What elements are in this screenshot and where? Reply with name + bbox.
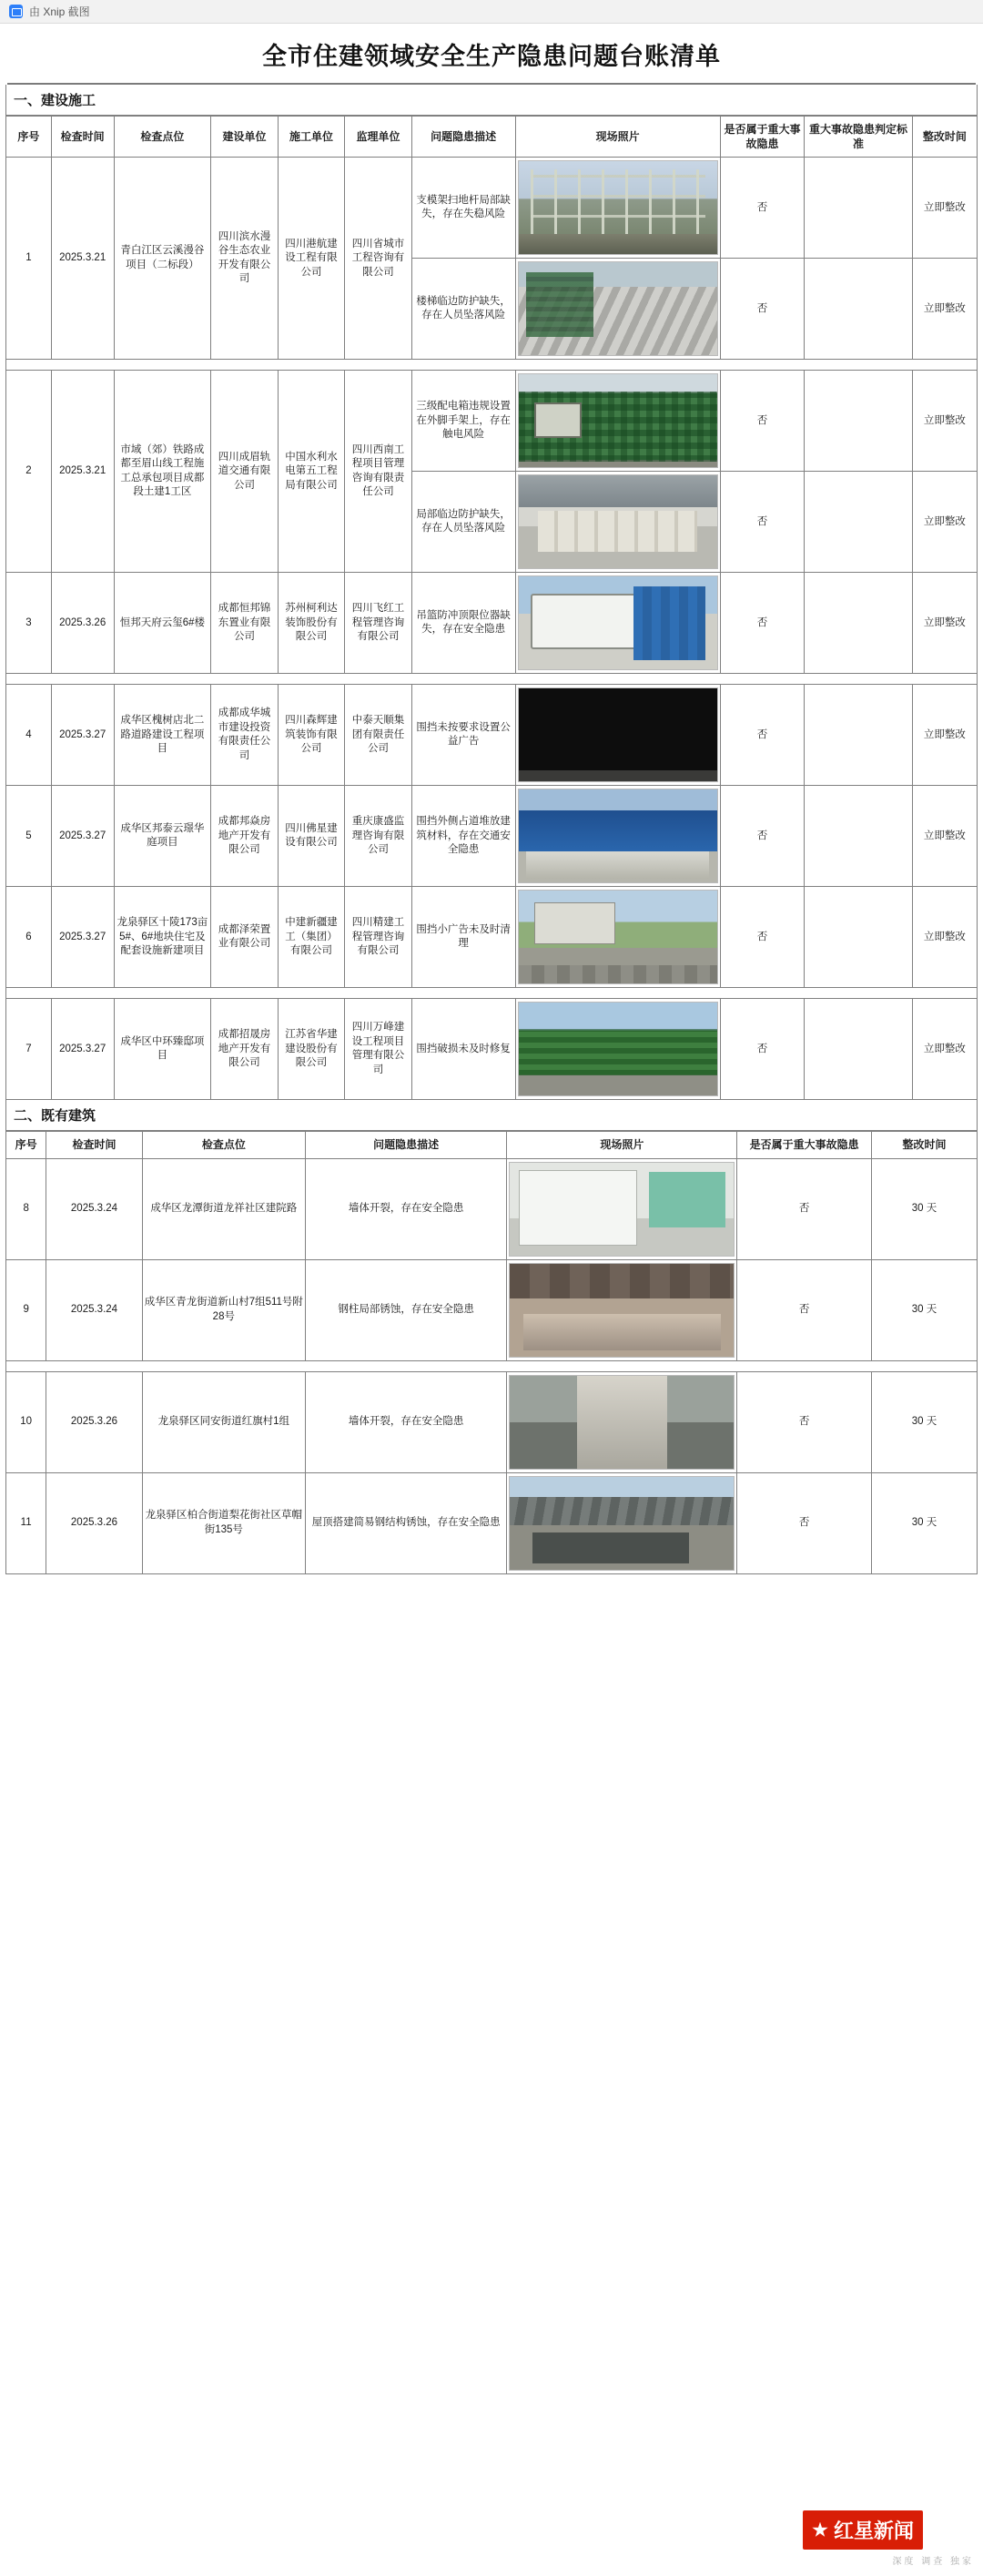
cell-fix: 立即整改: [912, 573, 977, 674]
cell-supervisor: 中泰天顺集团有限责任公司: [345, 685, 412, 786]
cell-photo: [515, 259, 720, 360]
col-fix: 整改时间: [912, 117, 977, 158]
col-owner: 建设单位: [211, 117, 279, 158]
cell-photo: [515, 685, 720, 786]
cell-major: 否: [737, 1472, 872, 1573]
cell-builder: 四川港航建设工程有限公司: [278, 158, 345, 360]
col-site: 检查点位: [142, 1132, 305, 1158]
cell-major: 否: [720, 786, 804, 887]
cell-no: 3: [6, 573, 52, 674]
cell-photo: [515, 999, 720, 1100]
screenshot-toolbar: [0, 0, 983, 24]
cell-no: 7: [6, 999, 52, 1100]
xnip-label: 由 Xnip 截图: [29, 5, 90, 18]
table-body-existing-buildings: [6, 1158, 978, 1573]
cell-desc: 围挡未按要求设置公益广告: [411, 685, 515, 786]
watermark-subtitle: 深度 调查 独家: [892, 2557, 974, 2567]
cell-photo: [515, 887, 720, 988]
cell-fix: 立即整改: [912, 786, 977, 887]
table-row: [6, 1472, 978, 1573]
site-photo: [518, 261, 718, 356]
cell-major: 否: [737, 1371, 872, 1472]
cell-criteria: [805, 786, 913, 887]
cell-desc: 局部临边防护缺失，存在人员坠落风险: [411, 472, 515, 573]
cell-no: 10: [6, 1371, 46, 1472]
cell-criteria: [805, 573, 913, 674]
cell-major: 否: [720, 999, 804, 1100]
cell-desc: 围挡破损未及时修复: [411, 999, 515, 1100]
cell-supervisor: 四川飞红工程管理咨询有限公司: [345, 573, 412, 674]
col-desc: 问题隐患描述: [411, 117, 515, 158]
cell-desc: 围挡外侧占道堆放建筑材料，存在交通安全隐患: [411, 786, 515, 887]
cell-builder: 江苏省华建建设股份有限公司: [278, 999, 345, 1100]
table-row: [6, 685, 978, 786]
cell-builder: 中国水利水电第五工程局有限公司: [278, 371, 345, 573]
cell-desc: 屋顶搭建简易钢结构锈蚀，存在安全隐患: [305, 1472, 506, 1573]
cell-photo: [515, 573, 720, 674]
cell-supervisor: 四川精建工程管理咨询有限公司: [345, 887, 412, 988]
cell-no: 11: [6, 1472, 46, 1573]
document-page: [0, 24, 983, 1574]
site-photo: [518, 789, 718, 883]
cell-no: 2: [6, 371, 52, 573]
table-row: [6, 1158, 978, 1259]
cell-owner: 成都恒邦锦东置业有限公司: [211, 573, 279, 674]
site-photo: [509, 1375, 735, 1470]
cell-criteria: [805, 371, 913, 472]
cell-major: 否: [720, 887, 804, 988]
page-break-spacer: [6, 1360, 978, 1371]
cell-builder: 四川佛星建设有限公司: [278, 786, 345, 887]
cell-no: 1: [6, 158, 52, 360]
cell-photo: [515, 158, 720, 259]
cell-supervisor: 四川万峰建设工程项目管理有限公司: [345, 999, 412, 1100]
cell-owner: 成都邦焱房地产开发有限公司: [211, 786, 279, 887]
cell-fix: 立即整改: [912, 259, 977, 360]
cell-major: 否: [720, 259, 804, 360]
watermark-brand: 红星新闻: [834, 2520, 915, 2542]
col-photo: 现场照片: [515, 117, 720, 158]
cell-fix: 立即整改: [912, 887, 977, 988]
cell-criteria: [805, 887, 913, 988]
col-major: 是否属于重大事故隐患: [720, 117, 804, 158]
col-builder: 施工单位: [278, 117, 345, 158]
cell-desc: 钢柱局部锈蚀，存在安全隐患: [305, 1259, 506, 1360]
site-photo: [518, 890, 718, 984]
table-construction: [5, 116, 978, 1100]
cell-fix: 立即整改: [912, 685, 977, 786]
page-break-spacer: [6, 988, 978, 999]
cell-owner: 四川滨水漫谷生态农业开发有限公司: [211, 158, 279, 360]
cell-major: 否: [720, 158, 804, 259]
cell-fix: 立即整改: [912, 371, 977, 472]
cell-major: 否: [720, 371, 804, 472]
cell-fix: 立即整改: [912, 999, 977, 1100]
cell-photo: [515, 371, 720, 472]
page-title: 全市住建领域安全生产隐患问题台账清单: [7, 24, 976, 85]
table-row: [6, 1259, 978, 1360]
cell-site: 龙泉驿区十陵173亩5#、6#地块住宅及配套设施新建项目: [114, 887, 211, 988]
table-row: [6, 887, 978, 988]
cell-major: 否: [720, 472, 804, 573]
table-header-row: [6, 1132, 978, 1158]
cell-site: 龙泉驿区柏合街道梨花街社区草帽街135号: [142, 1472, 305, 1573]
cell-desc: 支模架扫地杆局部缺失，存在失稳风险: [411, 158, 515, 259]
cell-builder: 中建新疆建工（集团）有限公司: [278, 887, 345, 988]
cell-date: 2025.3.24: [46, 1259, 142, 1360]
cell-owner: 四川成眉轨道交通有限公司: [211, 371, 279, 573]
cell-supervisor: 重庆康盛监理咨询有限公司: [345, 786, 412, 887]
cell-site: 成华区龙潭街道龙祥社区建院路: [142, 1158, 305, 1259]
cell-date: 2025.3.26: [46, 1472, 142, 1573]
cell-major: 否: [720, 685, 804, 786]
cell-builder: 四川森辉建筑装饰有限公司: [278, 685, 345, 786]
cell-fix: 立即整改: [912, 158, 977, 259]
cell-site: 龙泉驿区同安街道红旗村1组: [142, 1371, 305, 1472]
cell-photo: [507, 1158, 737, 1259]
star-icon: [812, 2522, 828, 2539]
cell-criteria: [805, 259, 913, 360]
site-photo: [518, 1002, 718, 1096]
cell-desc: 三级配电箱违规设置在外脚手架上，存在触电风险: [411, 371, 515, 472]
section-heading-existing-buildings: 二、既有建筑: [5, 1100, 978, 1131]
col-no: 序号: [6, 1132, 46, 1158]
cell-date: 2025.3.26: [51, 573, 114, 674]
cell-site: 恒邦天府云玺6#楼: [114, 573, 211, 674]
table-row: [6, 1371, 978, 1472]
col-fix: 整改时间: [871, 1132, 977, 1158]
col-date: 检查时间: [46, 1132, 142, 1158]
site-photo: [518, 160, 718, 255]
col-desc: 问题隐患描述: [305, 1132, 506, 1158]
cell-photo: [515, 472, 720, 573]
site-photo: [518, 474, 718, 569]
cell-fix: 30 天: [871, 1371, 977, 1472]
section-heading-construction: 一、建设施工: [5, 85, 978, 116]
cell-major: 否: [737, 1259, 872, 1360]
site-photo: [518, 373, 718, 468]
cell-photo: [515, 786, 720, 887]
cell-fix: 30 天: [871, 1158, 977, 1259]
cell-fix: 30 天: [871, 1259, 977, 1360]
watermark: [803, 2510, 974, 2569]
cell-supervisor: 四川西南工程项目管理咨询有限责任公司: [345, 371, 412, 573]
cell-photo: [507, 1259, 737, 1360]
table-row: [6, 786, 978, 887]
table-body-construction: [6, 158, 978, 1100]
col-date: 检查时间: [51, 117, 114, 158]
site-photo: [509, 1476, 735, 1571]
cell-desc: 墙体开裂，存在安全隐患: [305, 1371, 506, 1472]
table-row: [6, 573, 978, 674]
cell-fix: 立即整改: [912, 472, 977, 573]
cell-photo: [507, 1472, 737, 1573]
cell-date: 2025.3.24: [46, 1158, 142, 1259]
cell-site: 市域（郊）铁路成都至眉山线工程施工总承包项目成都段土建1工区: [114, 371, 211, 573]
page-break-spacer: [6, 360, 978, 371]
cell-criteria: [805, 685, 913, 786]
cell-photo: [507, 1371, 737, 1472]
cell-owner: 成都招晟房地产开发有限公司: [211, 999, 279, 1100]
cell-no: 8: [6, 1158, 46, 1259]
cell-no: 6: [6, 887, 52, 988]
site-photo: [509, 1263, 735, 1358]
table-row: [6, 999, 978, 1100]
cell-major: 否: [737, 1158, 872, 1259]
page-break-spacer: [6, 674, 978, 685]
cell-major: 否: [720, 573, 804, 674]
cell-no: 9: [6, 1259, 46, 1360]
cell-date: 2025.3.21: [51, 158, 114, 360]
col-site: 检查点位: [114, 117, 211, 158]
cell-date: 2025.3.27: [51, 999, 114, 1100]
cell-desc: 楼梯临边防护缺失，存在人员坠落风险: [411, 259, 515, 360]
cell-site: 成华区邦泰云璟华庭项目: [114, 786, 211, 887]
cell-criteria: [805, 472, 913, 573]
cell-date: 2025.3.21: [51, 371, 114, 573]
cell-builder: 苏州柯利达装饰股份有限公司: [278, 573, 345, 674]
col-major: 是否属于重大事故隐患: [737, 1132, 872, 1158]
cell-supervisor: 四川省城市工程咨询有限公司: [345, 158, 412, 360]
table-row: [6, 371, 978, 472]
watermark-brand-box: [803, 2510, 923, 2550]
cell-fix: 30 天: [871, 1472, 977, 1573]
cell-date: 2025.3.27: [51, 786, 114, 887]
table-row: [6, 158, 978, 259]
cell-criteria: [805, 999, 913, 1100]
cell-site: 成华区青龙街道新山村7组511号附28号: [142, 1259, 305, 1360]
site-photo: [509, 1162, 735, 1257]
table-existing-buildings: [5, 1131, 978, 1573]
cell-owner: 成都泽荣置业有限公司: [211, 887, 279, 988]
cell-date: 2025.3.26: [46, 1371, 142, 1472]
cell-owner: 成都成华城市建设投资有限责任公司: [211, 685, 279, 786]
site-photo: [518, 687, 718, 782]
cell-desc: 围挡小广告未及时清理: [411, 887, 515, 988]
col-photo: 现场照片: [507, 1132, 737, 1158]
cell-date: 2025.3.27: [51, 685, 114, 786]
cell-no: 5: [6, 786, 52, 887]
col-no: 序号: [6, 117, 52, 158]
col-supervisor: 监理单位: [345, 117, 412, 158]
cell-site: 青白江区云溪漫谷项目（二标段）: [114, 158, 211, 360]
cell-date: 2025.3.27: [51, 887, 114, 988]
cell-criteria: [805, 158, 913, 259]
cell-site: 成华区槐树店北二路道路建设工程项目: [114, 685, 211, 786]
col-criteria: 重大事故隐患判定标准: [805, 117, 913, 158]
xnip-logo-icon: [9, 5, 23, 18]
cell-no: 4: [6, 685, 52, 786]
table-header-row: [6, 117, 978, 158]
site-photo: [518, 575, 718, 670]
cell-desc: 墙体开裂，存在安全隐患: [305, 1158, 506, 1259]
cell-site: 成华区中环臻邸项目: [114, 999, 211, 1100]
cell-desc: 吊篮防冲顶限位器缺失，存在安全隐患: [411, 573, 515, 674]
